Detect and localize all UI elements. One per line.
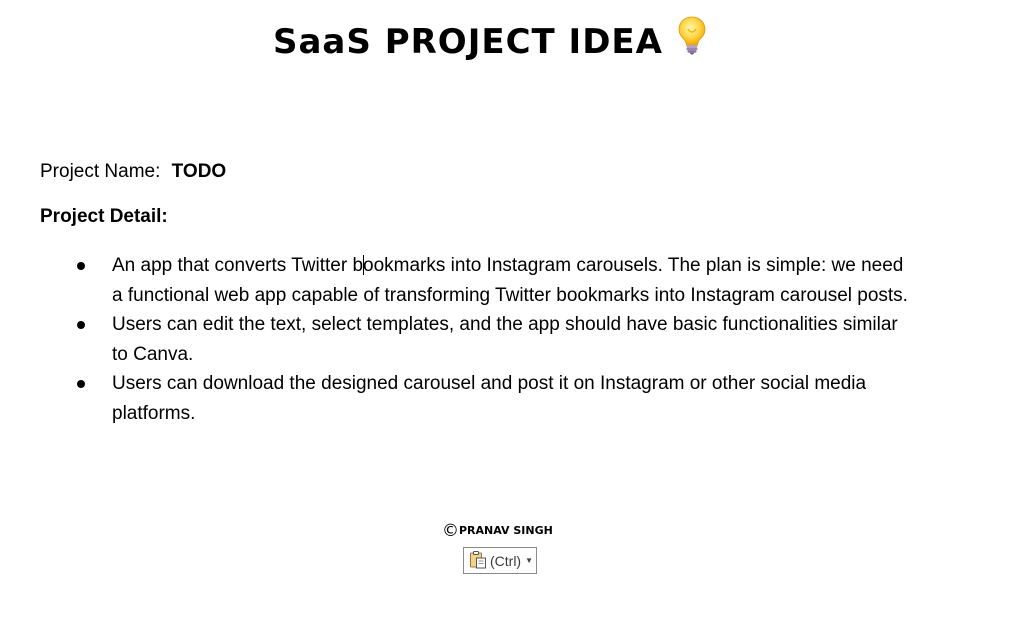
bullet-text-end: ookmarks into Instagram carousels. The plan is simple: we need a functional web app capable of transforming Twitter bookmarks into Instagram carousel posts. [112,255,908,306]
bullet-text-start: An app that converts Twitter b [112,255,364,276]
project-name-label: Project Name: [40,161,161,182]
copyright-symbol: © [442,521,459,541]
paste-options-button[interactable] [463,547,537,574]
bullet-icon [77,380,85,388]
bullet-icon [77,321,85,329]
project-detail-list [0,251,1026,428]
bullet-text: Users can edit the text, select templates, and the app should have basic functionalities similar to Canva. [112,314,898,365]
project-detail-heading: Project Detail: [40,206,168,227]
bullet-text: Users can download the designed carousel and post it on Instagram or other social media platforms. [112,373,867,424]
copyright-line [442,521,553,541]
copyright-name: PRANAV SINGH [459,524,553,537]
project-name-line [40,161,226,183]
project-name-value: TODO [171,161,227,182]
chevron-down-icon: ▼ [525,556,534,565]
document-title [0,22,980,64]
clipboard-icon [469,550,487,572]
lightbulb-icon [677,15,707,64]
list-item[interactable] [0,310,912,369]
paste-options-label: (Ctrl) [490,552,522,569]
list-item[interactable] [0,369,912,428]
bullet-icon [77,262,85,270]
title-text: SaaS PROJECT IDEA [273,22,663,62]
list-item[interactable] [0,251,912,310]
